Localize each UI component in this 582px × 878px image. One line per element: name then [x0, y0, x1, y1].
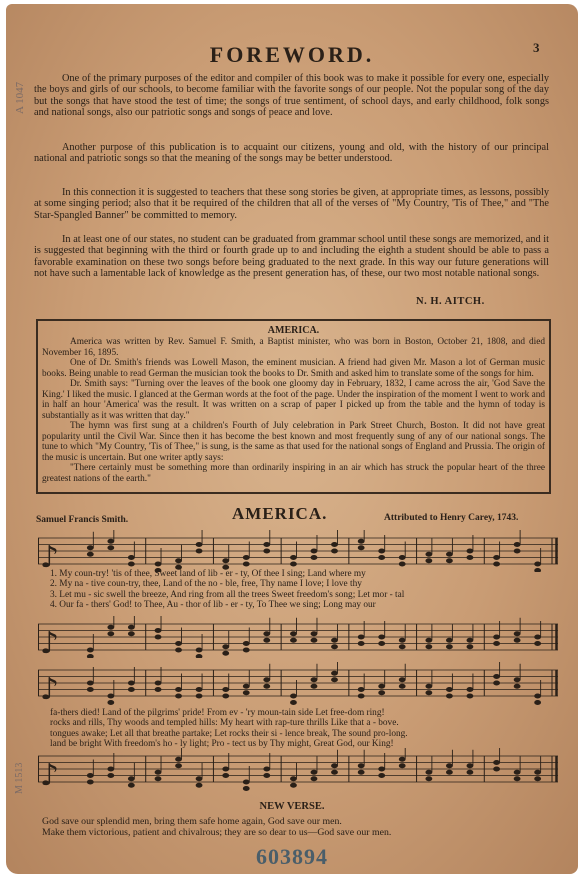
clef-icon: ♪ — [40, 540, 60, 572]
note-head — [331, 677, 338, 682]
note-head — [155, 770, 162, 775]
note-head — [425, 552, 432, 557]
note-head — [107, 694, 114, 699]
note-head — [87, 648, 94, 653]
note-head — [222, 694, 229, 699]
note-head — [399, 555, 406, 560]
note-head — [155, 628, 162, 633]
note-head — [534, 770, 541, 775]
note-head — [311, 555, 318, 560]
note-head — [290, 638, 297, 643]
note-head — [311, 638, 318, 643]
note-head — [493, 555, 500, 560]
note-head — [399, 763, 406, 768]
note-head — [196, 687, 203, 692]
america-history-box — [36, 319, 551, 494]
note-head — [222, 644, 229, 649]
note-head — [514, 677, 521, 682]
foreword-paragraph: In this connection it is suggested to teachers that these song stories be given, at appropriate times, as lessons, possibly at some singing period; also that it be required of the children that all of the verses of "My Country, 'Tis of Thee," and "The Star-Spangled Banner" be committed to memory. — [34, 187, 549, 221]
song-attribution: Attributed to Henry Carey, 1743. — [384, 513, 519, 523]
new-verse-heading: NEW VERSE. — [259, 801, 325, 812]
note-head — [311, 677, 318, 682]
note-head — [425, 776, 432, 781]
song-composer: Samuel Francis Smith. — [36, 515, 129, 525]
note-head — [446, 687, 453, 692]
note-head — [331, 671, 338, 676]
note-head — [263, 773, 270, 778]
note-head — [467, 687, 474, 692]
note-head — [425, 558, 432, 563]
note-head — [514, 684, 521, 689]
note-head — [107, 631, 114, 636]
note-head — [107, 773, 114, 778]
note-head — [128, 783, 135, 788]
note-head — [311, 770, 318, 775]
note-head — [196, 694, 203, 699]
note-head — [222, 687, 229, 692]
foreword-paragraph: Another purpose of this publication is to acquaint our citizens, young and old, with the history of our principal national and patriotic songs so that the meaning of the songs may be better understood. — [34, 142, 549, 165]
note-head — [87, 773, 94, 778]
note-head — [222, 651, 229, 656]
note-head — [514, 549, 521, 554]
note-head — [107, 767, 114, 772]
lyric-line: 4. Our fa - thers' God! to Thee, Au - thor of lib - er - ty, To Thee we sing; Long may our — [50, 600, 376, 611]
note-head — [128, 555, 135, 560]
foreword-paragraph: In at least one of our states, no student can be graduated from grammar school until these songs are memorized, and it is suggested that beginning with the third or fourth grade up to and including the eighth a student should be able to pass a favorable examination on these two songs before being graduated to the next grade. In this way our future generations will not have such a lamentable lack of knowledge as the present generation has, of these, our two most notable national songs. — [34, 234, 549, 280]
note-head — [263, 549, 270, 554]
new-verse-line: God save our splendid men, bring them safe home again, God save our men. — [42, 816, 342, 827]
note-head — [196, 776, 203, 781]
note-head — [378, 767, 385, 772]
note-head — [358, 763, 365, 768]
note-head — [493, 641, 500, 646]
note-head — [425, 638, 432, 643]
music-staff-treble — [38, 662, 558, 706]
note-head — [175, 641, 182, 646]
note-head — [196, 783, 203, 788]
note-head — [331, 644, 338, 649]
note-head — [311, 684, 318, 689]
note-head — [446, 552, 453, 557]
note-head — [331, 763, 338, 768]
note-head — [128, 681, 135, 686]
note-head — [378, 555, 385, 560]
note-head — [128, 625, 135, 630]
note-head — [311, 776, 318, 781]
note-head — [534, 776, 541, 781]
note-head — [331, 542, 338, 547]
note-head — [196, 648, 203, 653]
lyric-line: tongues awake; Let all that breathe partake; Let rocks their si - lence break, The sound pro-long. — [50, 728, 408, 739]
note-head — [155, 687, 162, 692]
music-staff-bass — [38, 616, 558, 658]
lyric-line: rocks and rills, Thy woods and templed hills: My heart with rap-ture thrills Like that a - bove. — [50, 718, 399, 729]
box-paragraph: The hymn was first sung at a children's Fourth of July celebration in Park Street Church, Boston. It did not have great popularity until the Civil War. Since then it has become the best known and most frequently sung of any of our national songs. The tune to which "My Country, 'Tis of Thee," is sung, is the same as that used for the national songs of England and Prussia. The origin of the music is uncertain. But one writer aptly says: — [42, 421, 545, 463]
note-head — [446, 558, 453, 563]
note-head — [290, 700, 297, 705]
box-paragraph: "There certainly must be something more than ordinarily inspiring in an air which has struck the popular heart of the three greatest nations of the earth." — [42, 463, 545, 484]
note-head — [534, 562, 541, 567]
box-title: AMERICA. — [267, 325, 320, 336]
note-head — [399, 644, 406, 649]
note-head — [534, 700, 541, 705]
note-head — [128, 776, 135, 781]
note-head — [196, 542, 203, 547]
note-head — [87, 552, 94, 557]
note-head — [399, 677, 406, 682]
note-head — [222, 558, 229, 563]
note-head — [514, 770, 521, 775]
note-head — [175, 648, 182, 653]
note-head — [467, 770, 474, 775]
note-head — [263, 638, 270, 643]
note-head — [87, 545, 94, 550]
note-head — [243, 648, 250, 653]
note-head — [87, 780, 94, 785]
box-paragraph: Dr. Smith says: "Turning over the leaves of the book one gloomy day in February, 1832, I came across the air, 'God Save the King.' I liked the music. I glanced at the German words at the foot of the page. Under the inspiration of the moment I went to work and in half an hour 'America' was the result. It was written on a scrap of paper I picked up from the table and the hymn of today is substantially as it was written that day." — [42, 379, 545, 421]
note-head — [175, 687, 182, 692]
note-head — [155, 681, 162, 686]
box-paragraph: America was written by Rev. Samuel F. Smith, a Baptist minister, who was born in Boston, October 21, 1808, and died November 16, 1895. — [42, 337, 545, 358]
note-head — [107, 700, 114, 705]
note-head — [378, 641, 385, 646]
note-head — [399, 562, 406, 567]
catalog-stamp: 603894 — [256, 844, 328, 869]
note-head — [290, 555, 297, 560]
page-title: FOREWORD. — [209, 42, 375, 67]
lyric-line: 3. Let mu - sic swell the breeze, And ring from all the trees Sweet freedom's song; Let mor - tal — [50, 589, 405, 600]
note-head — [290, 694, 297, 699]
note-head — [446, 644, 453, 649]
signature: N. H. AITCH. — [416, 296, 485, 307]
lyrics-block — [50, 569, 550, 611]
note-head — [467, 638, 474, 643]
music-staff-bass — [38, 748, 558, 792]
note-head — [378, 549, 385, 554]
note-head — [128, 687, 135, 692]
document-page — [6, 4, 578, 874]
note-head — [175, 763, 182, 768]
note-head — [446, 763, 453, 768]
note-head — [128, 631, 135, 636]
note-head — [311, 631, 318, 636]
note-head — [331, 638, 338, 643]
note-head — [87, 687, 94, 692]
lyric-line: 2. My na - tive coun-try, thee, Land of the no - ble, free, Thy name I love; I love thy — [50, 579, 362, 590]
note-head — [128, 562, 135, 567]
foreword-paragraph: One of the primary purposes of the editor and compiler of this book was to make it possible for every one, especially the boys and girls of our schools, to become familiar with the favorite songs of our people. Not the popular song of the day but the songs that have stood the test of time; the songs of true sentiment, of school days, and early childhood, folk songs and national songs, also our patriotic songs and songs of peace and love. — [34, 73, 549, 119]
lyrics-block — [50, 708, 550, 750]
new-verse-line: Make them victorious, patient and chivalrous; they are so dear to us—God save our men. — [42, 827, 392, 838]
note-head — [243, 555, 250, 560]
note-head — [222, 767, 229, 772]
note-head — [358, 770, 365, 775]
lyric-line: land be bright With freedom's ho - ly light; Pro - tect us by Thy might, Great God, our King! — [50, 739, 394, 750]
note-head — [467, 694, 474, 699]
note-head — [263, 684, 270, 689]
note-head — [311, 549, 318, 554]
note-head — [446, 638, 453, 643]
note-head — [358, 641, 365, 646]
note-head — [290, 776, 297, 781]
note-head — [175, 558, 182, 563]
note-head — [493, 635, 500, 640]
note-head — [107, 545, 114, 550]
note-head — [378, 773, 385, 778]
note-head — [196, 549, 203, 554]
note-head — [263, 677, 270, 682]
page-number: 3 — [533, 40, 540, 55]
note-head — [399, 684, 406, 689]
note-head — [263, 631, 270, 636]
lyric-line: fa-thers died! Land of the pilgrims' pride! From ev - 'ry moun-tain side Let free-dom ring! — [50, 708, 385, 718]
note-head — [493, 760, 500, 765]
clef-icon: ♪ — [40, 758, 60, 792]
note-head — [331, 549, 338, 554]
note-head — [263, 542, 270, 547]
note-head — [243, 684, 250, 689]
note-head — [107, 625, 114, 630]
clef-icon: ♪ — [40, 626, 60, 658]
note-head — [378, 690, 385, 695]
note-head — [196, 654, 203, 658]
note-head — [493, 681, 500, 686]
note-head — [425, 690, 432, 695]
note-head — [378, 635, 385, 640]
note-head — [243, 780, 250, 785]
margin-pencil-mark: A 1047 — [14, 81, 26, 114]
note-head — [467, 549, 474, 554]
note-head — [331, 770, 338, 775]
note-head — [446, 694, 453, 699]
note-head — [425, 684, 432, 689]
note-head — [514, 638, 521, 643]
note-head — [493, 767, 500, 772]
note-head — [290, 783, 297, 788]
note-head — [358, 694, 365, 699]
song-title: AMERICA. — [232, 504, 328, 523]
note-head — [175, 757, 182, 762]
note-head — [107, 539, 114, 544]
clef-icon: ♪ — [40, 672, 60, 706]
note-head — [290, 631, 297, 636]
note-head — [378, 684, 385, 689]
note-head — [243, 690, 250, 695]
note-head — [493, 674, 500, 679]
note-head — [425, 770, 432, 775]
note-head — [358, 635, 365, 640]
note-head — [243, 562, 250, 567]
note-head — [399, 638, 406, 643]
note-head — [358, 687, 365, 692]
note-head — [467, 644, 474, 649]
note-head — [290, 562, 297, 567]
note-head — [514, 631, 521, 636]
note-head — [467, 763, 474, 768]
note-head — [493, 562, 500, 567]
note-head — [243, 641, 250, 646]
note-head — [425, 644, 432, 649]
note-head — [243, 786, 250, 791]
note-head — [534, 694, 541, 699]
note-head — [155, 776, 162, 781]
note-head — [534, 635, 541, 640]
margin-pencil-mark: M 1513 — [14, 762, 25, 794]
note-head — [534, 641, 541, 646]
note-head — [155, 562, 162, 567]
note-head — [446, 770, 453, 775]
note-head — [87, 681, 94, 686]
note-head — [155, 635, 162, 640]
note-head — [263, 767, 270, 772]
note-head — [87, 654, 94, 658]
box-paragraph: One of Dr. Smith's friends was Lowell Mason, the eminent musician. A friend had given Mr. Mason a lot of German music books. Being unable to read German the musician took the books to Dr. Smith and asked him to translate some of the songs for him. — [42, 358, 545, 379]
note-head — [514, 542, 521, 547]
note-head — [399, 757, 406, 762]
note-head — [358, 539, 365, 544]
note-head — [222, 773, 229, 778]
music-staff-treble — [38, 530, 558, 572]
note-head — [175, 694, 182, 699]
lyric-line: 1. My coun-try! 'tis of thee, Sweet land of lib - er - ty, Of thee I sing; Land where my — [50, 569, 366, 579]
note-head — [467, 555, 474, 560]
note-head — [358, 545, 365, 550]
note-head — [514, 776, 521, 781]
